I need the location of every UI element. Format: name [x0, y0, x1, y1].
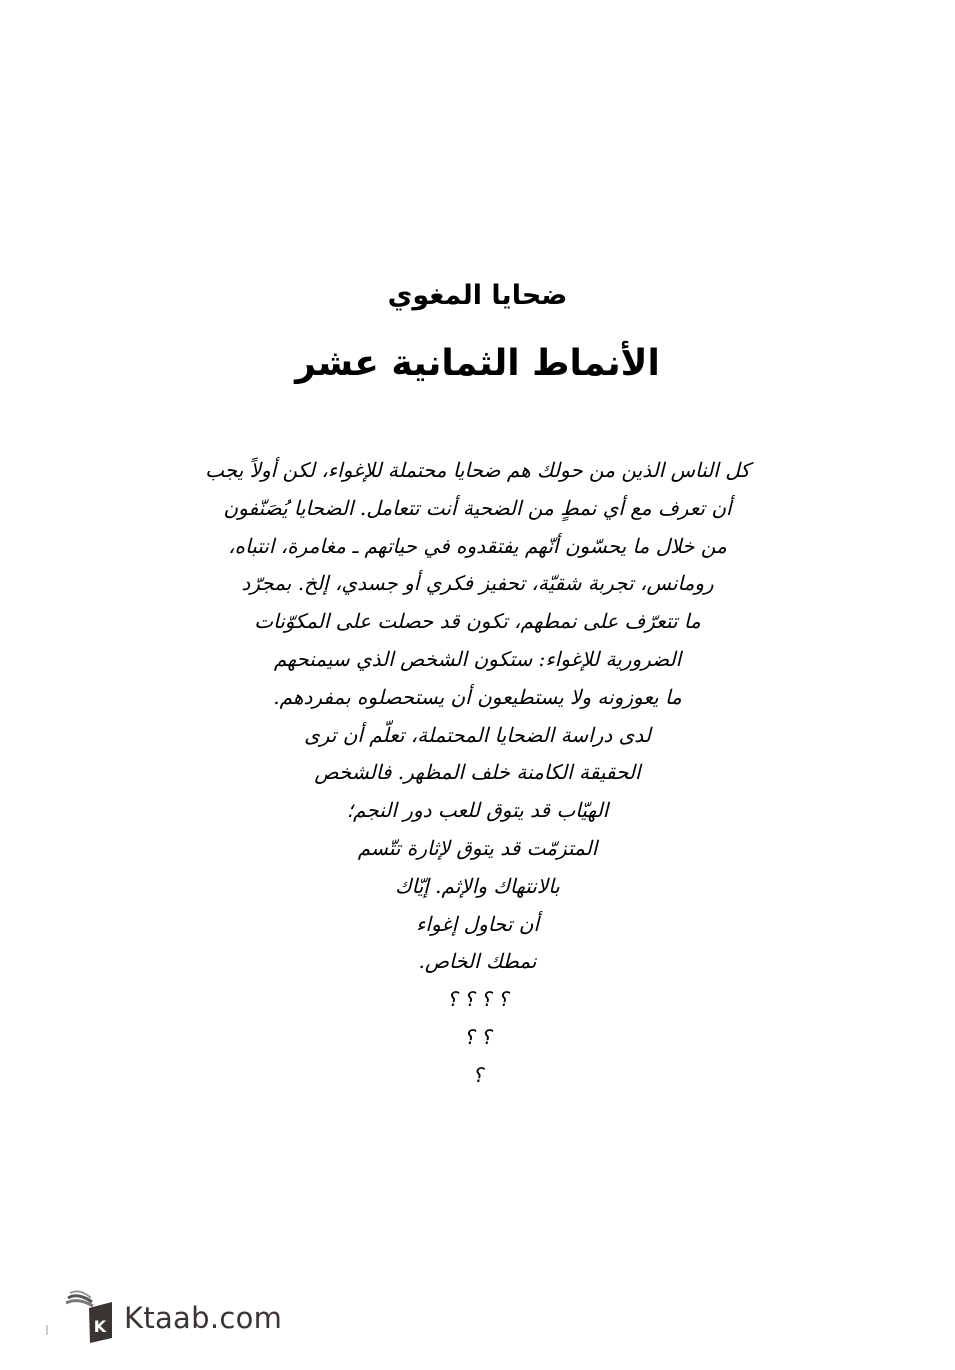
- book-logo-icon: [62, 1288, 114, 1344]
- text-line: الحقيقة الكامنة خلف المظهر. فالشخص: [314, 760, 641, 785]
- ktaab-logo[interactable]: [62, 1288, 292, 1344]
- text-line: المتزمّت قد يتوق لإثارة تتّسم: [357, 835, 598, 860]
- body-paragraph: [150, 452, 805, 1095]
- chapter-title: الأنماط الثمانية عشر: [295, 343, 660, 384]
- question-marks-line: ؟ ؟: [463, 1024, 492, 1049]
- text-line: نمطك الخاص.: [418, 949, 537, 974]
- logo-letter: K: [93, 1317, 107, 1336]
- text-line: من خلال ما يحسّون أنّهم يفتقدوه في حياتهم ـ مغامرة، انتباه،: [228, 533, 727, 558]
- text-line: أن تحاول إغواء: [415, 911, 540, 936]
- text-line: ما يعوزونه ولا يستطيعون أن يستحصلوه بمفردهم.: [273, 684, 682, 709]
- logo-text[interactable]: Ktaab.com: [124, 1301, 283, 1335]
- text-line: الهيّاب قد يتوق للعب دور النجم؛: [346, 798, 609, 823]
- text-line: رومانس، تجربة شقيّة، تحفيز فكري أو جسدي، إلخ. بمجرّد: [241, 571, 714, 596]
- text-line: كل الناس الذين من حولك هم ضحايا محتملة للإغواء، لكن أولاً يجب: [205, 458, 750, 482]
- text-line: لدى دراسة الضحايا المحتملة، تعلّم أن ترى: [304, 722, 651, 747]
- text-line: الضرورية للإغواء: ستكون الشخص الذي سيمنحهم: [273, 646, 682, 671]
- text-line: أن تعرف مع أي نمطٍ من الضحية أنت تتعامل. الضحايا يُصَنّفون: [223, 495, 732, 520]
- question-marks-line: ؟ ؟ ؟ ؟: [446, 987, 509, 1012]
- text-line: بالانتهاك والإثم. إيّاك: [395, 873, 560, 898]
- question-marks-line: ؟: [472, 1062, 483, 1087]
- page-edge-mark: [46, 1325, 48, 1335]
- chapter-subtitle: ضحايا المغوي: [387, 280, 568, 311]
- text-line: ما تتعرّف على نمطهم، تكون قد حصلت على المكوّنات: [254, 609, 701, 634]
